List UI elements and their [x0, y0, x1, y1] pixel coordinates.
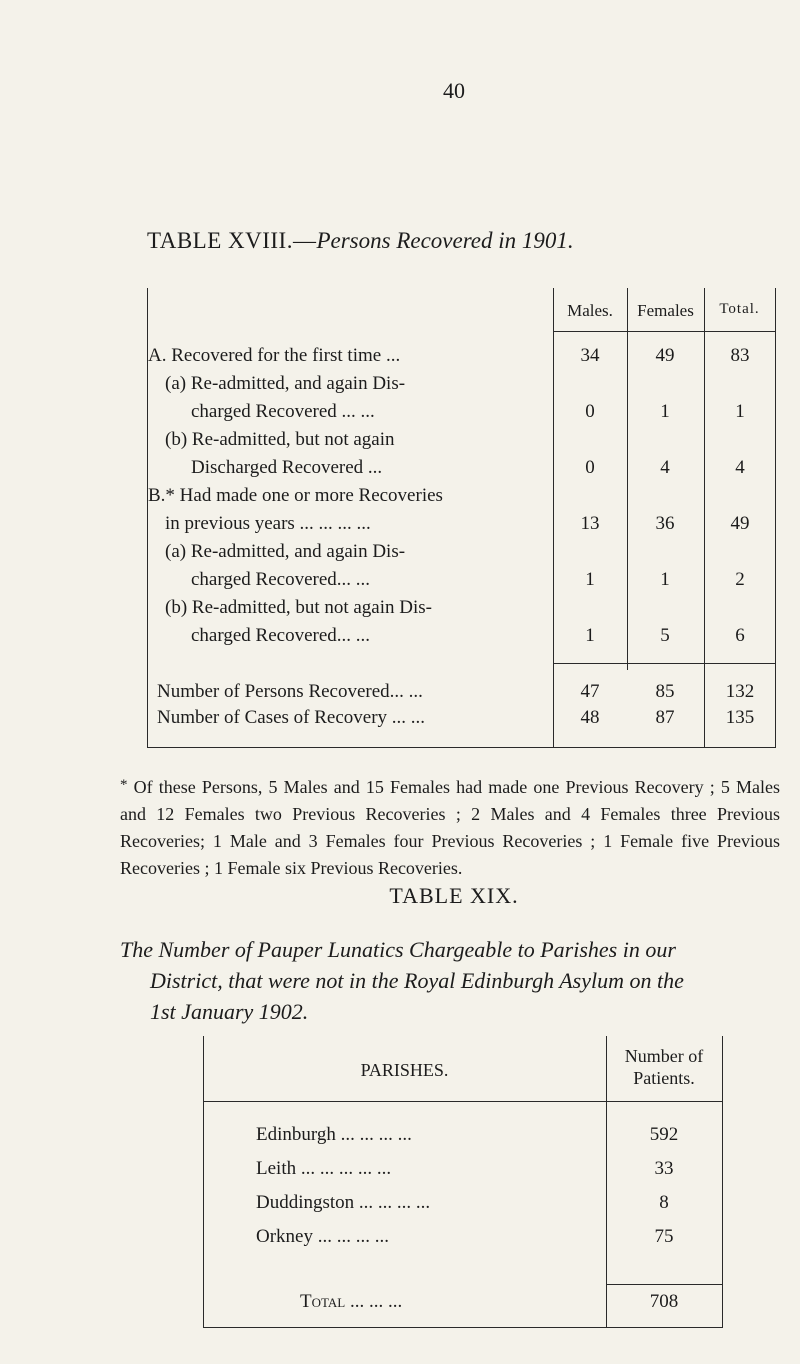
page-number: 40 [443, 78, 465, 103]
row-label: (b) Re-admitted, but not again Dis- [165, 597, 432, 618]
cell-females: 49 [655, 345, 675, 366]
row-label-cont: Discharged Recovered ... [191, 457, 383, 478]
col-header-males: Males. [567, 301, 613, 320]
table-19-bottom-rule [203, 1327, 722, 1328]
table-19-subtitle-line-2: District, that were not in the Royal Edinburgh Asylum on the [150, 968, 684, 993]
parish-row-count: 75 [654, 1226, 674, 1247]
row-label: A. Recovered for the first time ... [148, 345, 401, 366]
total-cases-total: 135 [725, 707, 755, 728]
parish-row-count: 592 [649, 1124, 679, 1145]
parish-row-count: 8 [659, 1192, 669, 1213]
total-cases-label: Number of Cases of Recovery ... ... [157, 707, 426, 728]
col-header-number-line-2: Patients. [633, 1068, 695, 1088]
col-header-females: Females [637, 301, 694, 320]
table-19-total-rule [606, 1284, 722, 1285]
cell-total: 49 [730, 513, 750, 534]
table-19-title: TABLE XIX. [389, 883, 519, 908]
table-18-title [147, 228, 574, 254]
table-18-title-prefix: TABLE XVIII.— [147, 228, 317, 253]
parish-row-label: Duddingston ... ... ... ... [256, 1192, 431, 1213]
table-18-col-rule-1 [553, 288, 554, 748]
total-value: 708 [649, 1291, 679, 1312]
cell-total: 2 [735, 569, 745, 590]
row-label: (a) Re-admitted, and again Dis- [165, 373, 406, 394]
table-19-subtitle [120, 934, 800, 1027]
parish-row-label: Leith ... ... ... ... ... [256, 1158, 392, 1179]
cell-total: 83 [730, 345, 750, 366]
cell-total: 4 [735, 457, 745, 478]
col-header-parishes: PARISHES. [360, 1060, 449, 1080]
cell-females: 5 [660, 625, 670, 646]
footnote-text: Of these Persons, 5 Males and 15 Females had made one Previous Recovery ; 5 Males and 12 Females two Previous Recoveries ; 2 Males and 4 Females three Previous Recoveries; 1 Male and 3 Females four Previous Recoveries ; 1 Female five Previous Recoveries ; 1 Female six Previous Recoveries. [120, 777, 780, 878]
total-persons-females: 85 [655, 681, 675, 702]
cell-males: 1 [585, 625, 595, 646]
col-header-total: Total. [719, 301, 760, 317]
total-label: Total ... ... ... [300, 1291, 403, 1312]
table-18-totals-rule [553, 663, 776, 664]
parish-row-label: Edinburgh ... ... ... ... [256, 1124, 412, 1145]
row-label-cont: charged Recovered... ... [191, 569, 371, 590]
cell-total: 6 [735, 625, 745, 646]
cell-males: 13 [580, 513, 600, 534]
cell-males: 0 [585, 401, 595, 422]
table-18-col-rule-2 [627, 288, 628, 670]
total-cases-females: 87 [655, 707, 675, 728]
cell-females: 4 [660, 457, 670, 478]
row-label-cont: charged Recovered... ... [191, 625, 371, 646]
table-19-header-rule [203, 1101, 722, 1102]
total-persons-label: Number of Persons Recovered... ... [157, 681, 423, 702]
row-label: B.* Had made one or more Recoveries [148, 485, 443, 506]
cell-females: 1 [660, 401, 670, 422]
cell-males: 34 [580, 345, 600, 366]
parish-row-count: 33 [654, 1158, 674, 1179]
cell-males: 0 [585, 457, 595, 478]
table-19-subtitle-line-1: The Number of Pauper Lunatics Chargeable to Parishes in our [120, 937, 676, 962]
row-label-cont: charged Recovered ... ... [191, 401, 375, 422]
col-header-number-line-1: Number of [624, 1046, 704, 1066]
row-label: (b) Re-admitted, but not again [165, 429, 395, 450]
table-19-right-rule [722, 1036, 723, 1328]
total-persons-total: 132 [725, 681, 755, 702]
parish-row-label: Orkney ... ... ... ... [256, 1226, 389, 1247]
table-19-subtitle-line-3: 1st January 1902. [150, 999, 309, 1024]
table-18-bottom-rule [147, 747, 776, 748]
cell-total: 1 [735, 401, 745, 422]
footnote [120, 772, 780, 882]
total-cases-males: 48 [580, 707, 600, 728]
col-header-number [606, 1045, 722, 1089]
cell-males: 1 [585, 569, 595, 590]
cell-females: 36 [655, 513, 675, 534]
total-persons-males: 47 [580, 681, 600, 702]
cell-females: 1 [660, 569, 670, 590]
table-18-right-rule [775, 288, 776, 748]
table-18-header-rule [553, 331, 776, 332]
footnote-star: * [120, 777, 128, 793]
row-label-cont: in previous years ... ... ... ... [165, 513, 371, 534]
table-18-title-italic: Persons Recovered in 1901. [316, 228, 574, 253]
row-label: (a) Re-admitted, and again Dis- [165, 541, 406, 562]
